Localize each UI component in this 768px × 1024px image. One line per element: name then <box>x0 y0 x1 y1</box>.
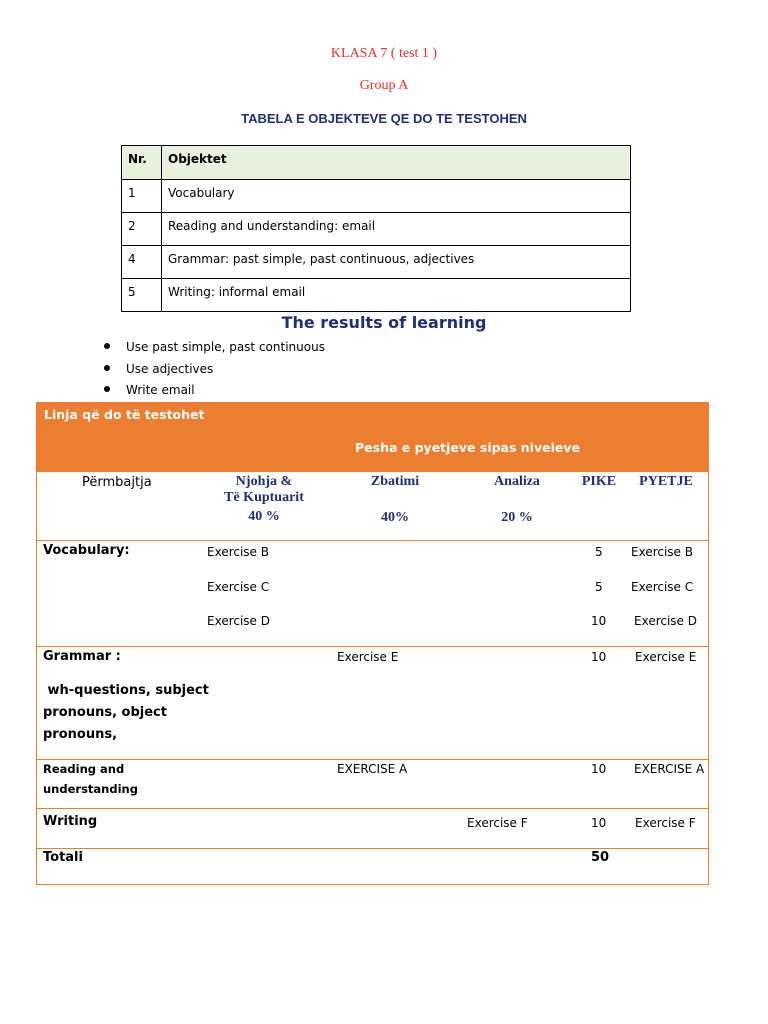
grammar-points: 10 <box>591 650 607 664</box>
table-row <box>122 180 631 213</box>
table-header-row <box>122 146 631 180</box>
row-nr: 1 <box>122 180 162 213</box>
column-header-points: PIKE <box>581 474 617 489</box>
vocab-exercise-b: Exercise B <box>207 545 269 559</box>
vocab-question-c: Exercise C <box>631 580 694 594</box>
test-specification-table <box>36 402 709 885</box>
results-title: The results of learning <box>281 313 487 332</box>
vocab-points-b: 5 <box>595 545 603 559</box>
writing-exercise: Exercise F <box>467 816 528 830</box>
table-row <box>122 246 631 279</box>
row-objective: Writing: informal email <box>162 279 631 312</box>
column-header-content: Përmbajtja <box>82 475 152 490</box>
divider <box>37 808 708 809</box>
table-row <box>122 279 631 312</box>
vocab-points-c: 5 <box>595 580 603 594</box>
group-title: Group A <box>359 78 409 93</box>
grammar-exercise: Exercise E <box>337 650 399 664</box>
column-header-analysis: Analiza 20 % <box>494 474 540 525</box>
total-points: 50 <box>591 850 610 865</box>
section-writing: Writing <box>43 814 98 829</box>
banner-line-weights: Pesha e pyetjeve sipas niveleve <box>355 440 580 455</box>
divider <box>37 540 708 541</box>
list-item: Use adjectives <box>104 360 325 382</box>
column-header-objectives: Objektet <box>162 146 631 180</box>
list-item: Use past simple, past continuous <box>104 338 325 360</box>
table-banner <box>37 403 708 472</box>
reading-exercise: EXERCISE A <box>337 762 408 776</box>
section-reading: Reading and understanding <box>43 762 138 796</box>
grammar-topics: wh-questions, subject pronouns, object pronouns, <box>43 683 209 742</box>
row-nr: 4 <box>122 246 162 279</box>
vocab-exercise-c: Exercise C <box>207 580 270 594</box>
divider <box>37 848 708 849</box>
reading-question: EXERCISE A <box>634 762 705 776</box>
section-grammar: Grammar : <box>43 649 121 664</box>
row-objective: Grammar: past simple, past continuous, adjectives <box>162 246 631 279</box>
column-header-questions: PYETJE <box>639 474 693 489</box>
row-nr: 2 <box>122 213 162 246</box>
bullet-icon <box>104 365 110 371</box>
class-title: KLASA 7 ( test 1 ) <box>330 46 438 61</box>
writing-question: Exercise F <box>635 816 696 830</box>
grammar-question: Exercise E <box>635 650 697 664</box>
row-nr: 5 <box>122 279 162 312</box>
column-header-nr: Nr. <box>122 146 162 180</box>
vocab-question-d: Exercise D <box>634 614 697 628</box>
results-list <box>104 338 325 403</box>
writing-points: 10 <box>591 816 607 830</box>
row-objective: Reading and understanding: email <box>162 213 631 246</box>
row-objective: Vocabulary <box>162 180 631 213</box>
table-row <box>122 213 631 246</box>
vocab-points-d: 10 <box>591 614 607 628</box>
banner-line-tested: Linja që do të testohet <box>44 407 205 422</box>
total-label: Totali <box>43 850 83 865</box>
bullet-icon <box>104 343 110 349</box>
column-header-application: Zbatimi 40% <box>370 474 420 525</box>
column-header-knowledge: Njohja & Të Kuptuarit 40 % <box>224 474 304 524</box>
vocab-exercise-d: Exercise D <box>207 614 270 628</box>
reading-points: 10 <box>591 762 607 776</box>
objectives-table-title: TABELA E OBJEKTEVE QE DO TE TESTOHEN <box>241 111 527 126</box>
list-item: Write email <box>104 381 325 403</box>
bullet-icon <box>104 386 110 392</box>
objectives-table <box>121 145 631 312</box>
divider <box>37 646 708 647</box>
vocab-question-b: Exercise B <box>631 545 693 559</box>
section-vocabulary: Vocabulary: <box>43 543 130 558</box>
